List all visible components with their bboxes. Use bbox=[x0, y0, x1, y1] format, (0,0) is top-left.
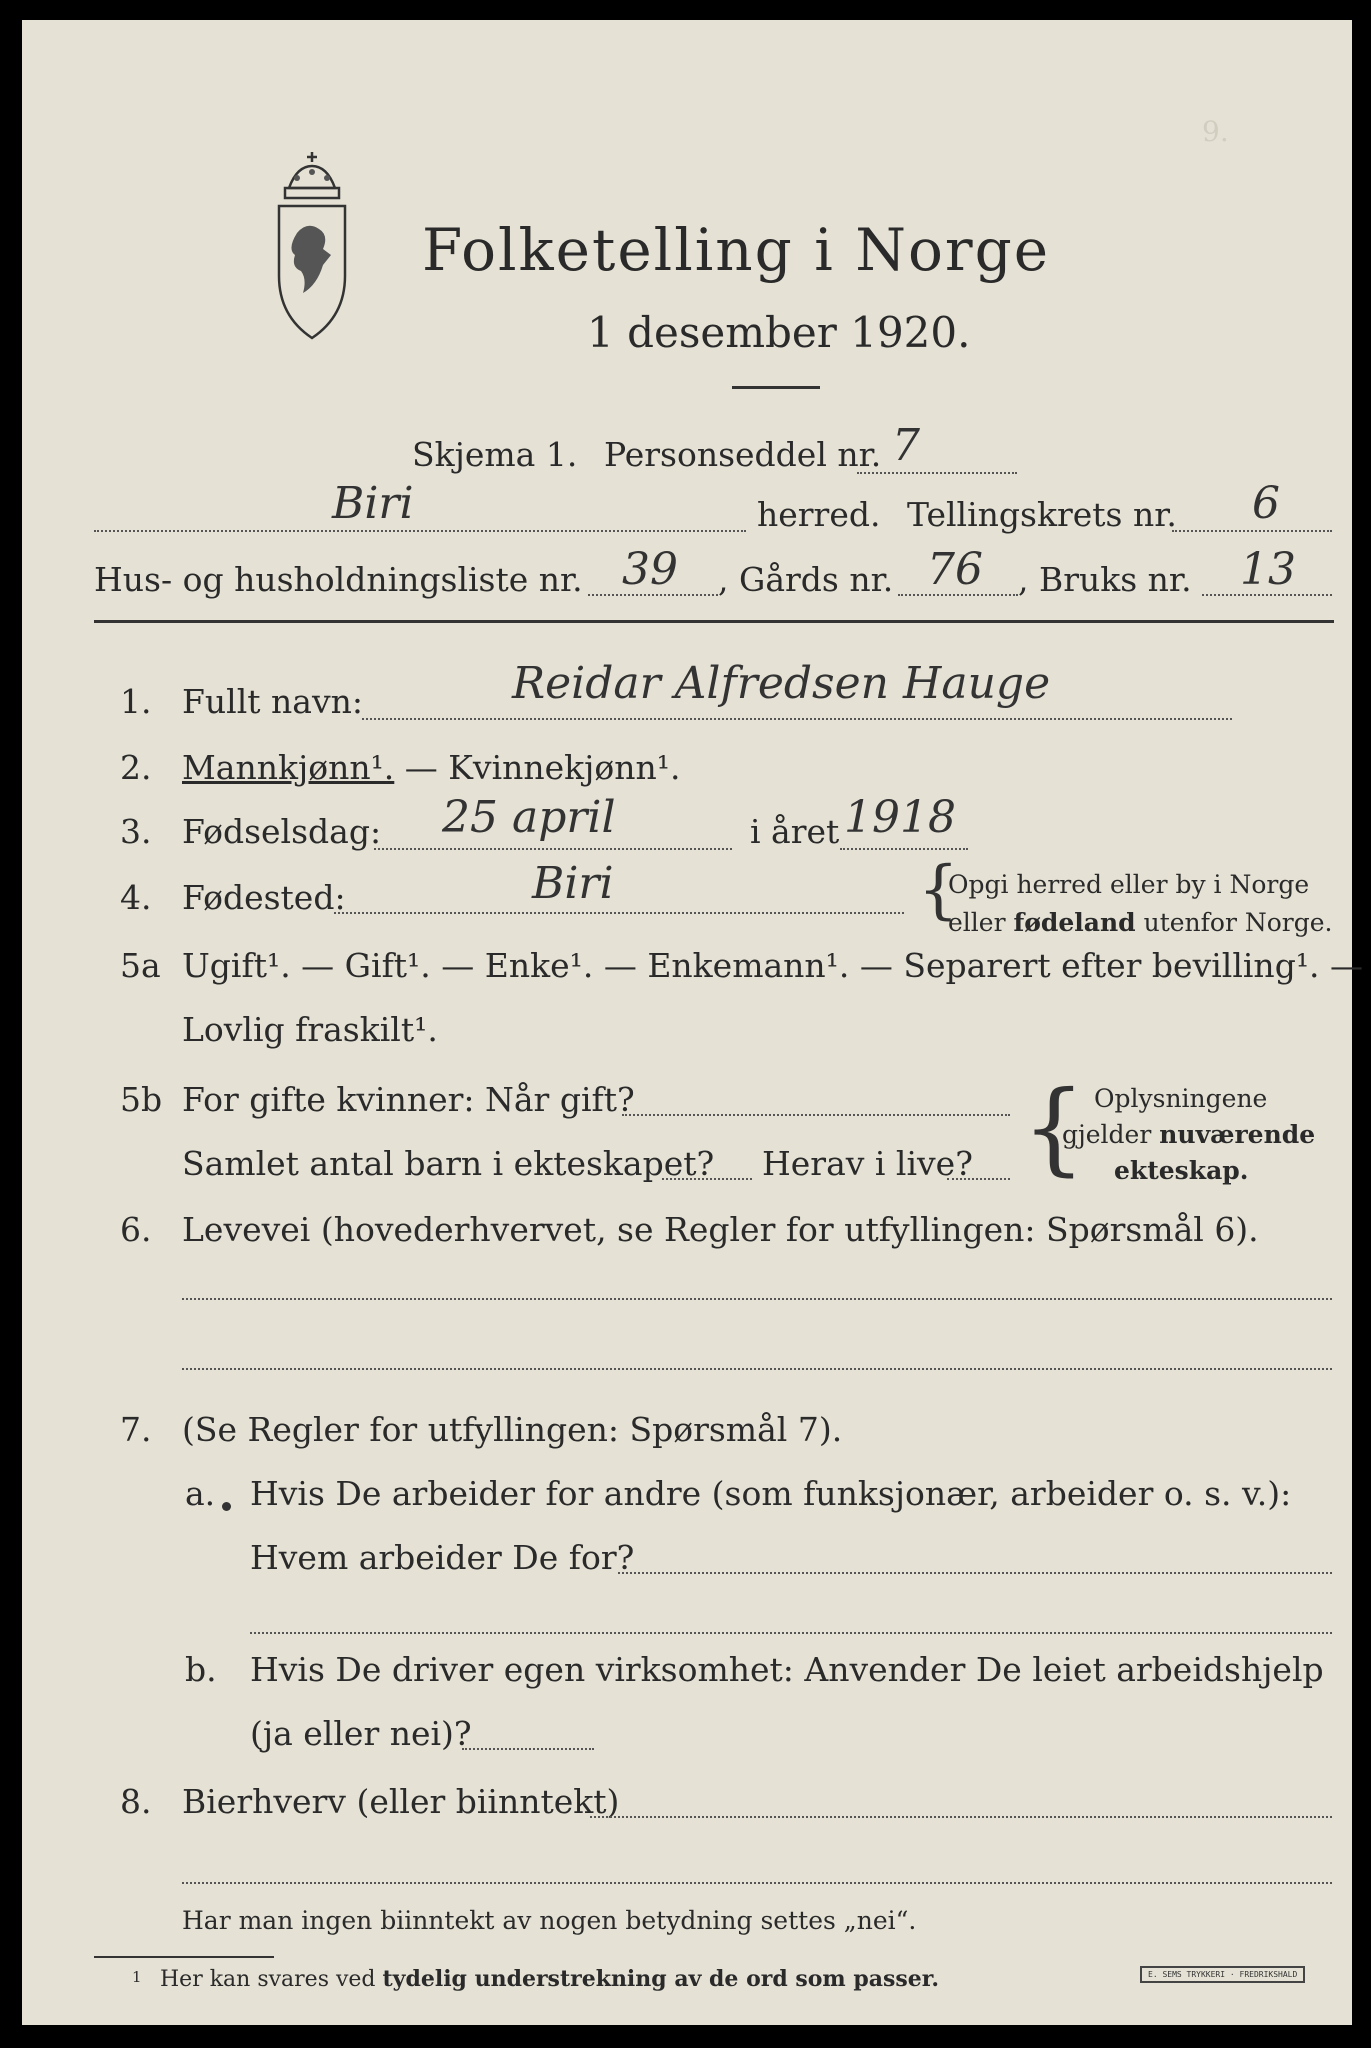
schema-label: Skjema 1. bbox=[412, 435, 578, 474]
q6-label: Levevei (hovederhvervet, se Regler for utfyllingen: Spørsmål 6). bbox=[182, 1210, 1259, 1249]
birth-year-field[interactable] bbox=[840, 848, 968, 850]
header-rule bbox=[94, 620, 1334, 623]
female-option[interactable]: Kvinnekjønn¹. bbox=[448, 748, 681, 787]
secondary-income-field-2[interactable] bbox=[182, 1882, 1332, 1884]
children-alive-label: Herav i live? bbox=[762, 1144, 973, 1183]
municipality-field[interactable] bbox=[94, 530, 746, 532]
district-value: 6 bbox=[1252, 478, 1280, 529]
person-slip-value: 7 bbox=[892, 420, 920, 471]
census-date: 1 desember 1920. bbox=[587, 308, 971, 357]
q1-label: Fullt navn: bbox=[182, 682, 363, 721]
household-label: Hus- og husholdningsliste nr. bbox=[94, 560, 583, 599]
q4-note-text-a: eller bbox=[948, 908, 1014, 937]
birthday-field[interactable] bbox=[374, 848, 732, 850]
footnote-text-b: tydelig understrekning av de ord som passer. bbox=[382, 1966, 940, 1992]
q5b-note-line2 bbox=[1062, 1120, 1315, 1149]
municipality-label: herred. bbox=[757, 495, 881, 534]
secondary-income-field[interactable] bbox=[590, 1816, 1332, 1818]
q6-number: 6. bbox=[120, 1210, 152, 1249]
full-name-field[interactable] bbox=[362, 718, 1232, 720]
q8-label: Bierhverv (eller biinntekt) bbox=[182, 1782, 620, 1821]
coat-of-arms-icon bbox=[267, 148, 357, 348]
q8-number: 8. bbox=[120, 1782, 152, 1821]
hired-help-field[interactable] bbox=[462, 1748, 594, 1750]
holding-value: 13 bbox=[1240, 544, 1296, 595]
q7b-line1: Hvis De driver egen virksomhet: Anvender De leiet arbeidshjelp bbox=[250, 1650, 1324, 1689]
title-divider bbox=[732, 386, 820, 389]
q4-note-text-c: utenfor Norge. bbox=[1135, 908, 1333, 937]
q7b-letter: b. bbox=[185, 1650, 217, 1689]
q5b-brace: { bbox=[1022, 1069, 1086, 1186]
q7a-letter: a. bbox=[185, 1474, 216, 1513]
q5a-number: 5a bbox=[120, 946, 161, 985]
footnote-text bbox=[160, 1966, 939, 1992]
footnote-text-a: Her kan svares ved bbox=[160, 1967, 383, 1992]
full-name-value: Reidar Alfredsen Hauge bbox=[512, 658, 1051, 709]
q7a-line1: Hvis De arbeider for andre (som funksjonær, arbeider o. s. v.): bbox=[250, 1474, 1292, 1513]
footnote-rule bbox=[94, 1956, 274, 1958]
q7b-line2: (ja eller nei)? bbox=[250, 1714, 472, 1753]
employer-field-2[interactable] bbox=[250, 1632, 1332, 1634]
q3-label: Fødselsdag: bbox=[182, 812, 382, 851]
marital-status-options[interactable]: Ugift¹. — Gift¹. — Enke¹. — Enkemann¹. — Separert efter bevilling¹. — bbox=[182, 946, 1364, 985]
employer-field[interactable] bbox=[618, 1572, 1332, 1574]
farm-value: 76 bbox=[927, 544, 983, 595]
q3-number: 3. bbox=[120, 812, 152, 851]
children-total-field[interactable] bbox=[662, 1178, 752, 1180]
census-form-sheet bbox=[22, 20, 1364, 2025]
birth-year-value: 1918 bbox=[844, 792, 956, 843]
male-option[interactable]: Mannkjønn¹. bbox=[182, 748, 395, 787]
q7a-line2: Hvem arbeider De for? bbox=[250, 1538, 635, 1577]
person-slip-field[interactable] bbox=[857, 472, 1017, 474]
when-married-field[interactable] bbox=[622, 1114, 1010, 1116]
occupation-field[interactable] bbox=[182, 1298, 1332, 1300]
q4-brace: { bbox=[918, 853, 959, 927]
when-married-label: For gifte kvinner: Når gift? bbox=[182, 1080, 635, 1119]
children-total-label: Samlet antal barn i ekteskapet? bbox=[182, 1144, 715, 1183]
holding-label: , Bruks nr. bbox=[1018, 560, 1192, 599]
district-label: Tellingskrets nr. bbox=[907, 495, 1177, 534]
occupation-field-2[interactable] bbox=[182, 1368, 1332, 1370]
q5b-note-text-b: nuværende bbox=[1159, 1120, 1316, 1149]
q5b-note-text-a: gjelder bbox=[1062, 1120, 1160, 1149]
municipality-value: Biri bbox=[332, 478, 414, 529]
no-income-note: Har man ingen biinntekt av nogen betydning settes „nei“. bbox=[182, 1906, 917, 1935]
bleed-through: 9. bbox=[1202, 115, 1229, 148]
q5b-note-line3: ekteskap. bbox=[1114, 1156, 1249, 1185]
q2-options bbox=[182, 748, 681, 787]
household-value: 39 bbox=[622, 544, 678, 595]
q7-label: (Se Regler for utfyllingen: Spørsmål 7). bbox=[182, 1410, 843, 1449]
q4-label: Fødested: bbox=[182, 878, 346, 917]
printer-stamp: E. SEMS TRYKKERI · FREDRIKSHALD bbox=[1140, 1966, 1305, 1983]
page-title: Folketelling i Norge bbox=[422, 216, 1051, 284]
q1-number: 1. bbox=[120, 682, 152, 721]
district-field[interactable] bbox=[1172, 530, 1332, 532]
divorced-option[interactable]: Lovlig fraskilt¹. bbox=[182, 1010, 438, 1049]
q5b-note-line1: Oplysningene bbox=[1094, 1084, 1268, 1113]
birthplace-value: Biri bbox=[532, 858, 614, 909]
q7-number: 7. bbox=[120, 1410, 152, 1449]
q2-number: 2. bbox=[120, 748, 152, 787]
q4-note-line2 bbox=[948, 908, 1332, 937]
q4-note-text-b: fødeland bbox=[1013, 908, 1136, 937]
person-slip-label: Personseddel nr. bbox=[604, 435, 882, 474]
farm-label: , Gårds nr. bbox=[718, 560, 894, 599]
children-alive-field[interactable] bbox=[947, 1178, 1010, 1180]
birth-year-label: i året bbox=[750, 812, 840, 851]
ink-dot bbox=[222, 1502, 231, 1511]
birthplace-field[interactable] bbox=[334, 912, 904, 914]
footnote-mark: 1 bbox=[132, 1968, 142, 1986]
q4-note-line1: Opgi herred eller by i Norge bbox=[948, 870, 1310, 899]
birthday-value: 25 april bbox=[442, 792, 616, 843]
q4-number: 4. bbox=[120, 878, 152, 917]
q2-separator: — bbox=[394, 748, 449, 787]
q5b-number: 5b bbox=[120, 1080, 163, 1119]
